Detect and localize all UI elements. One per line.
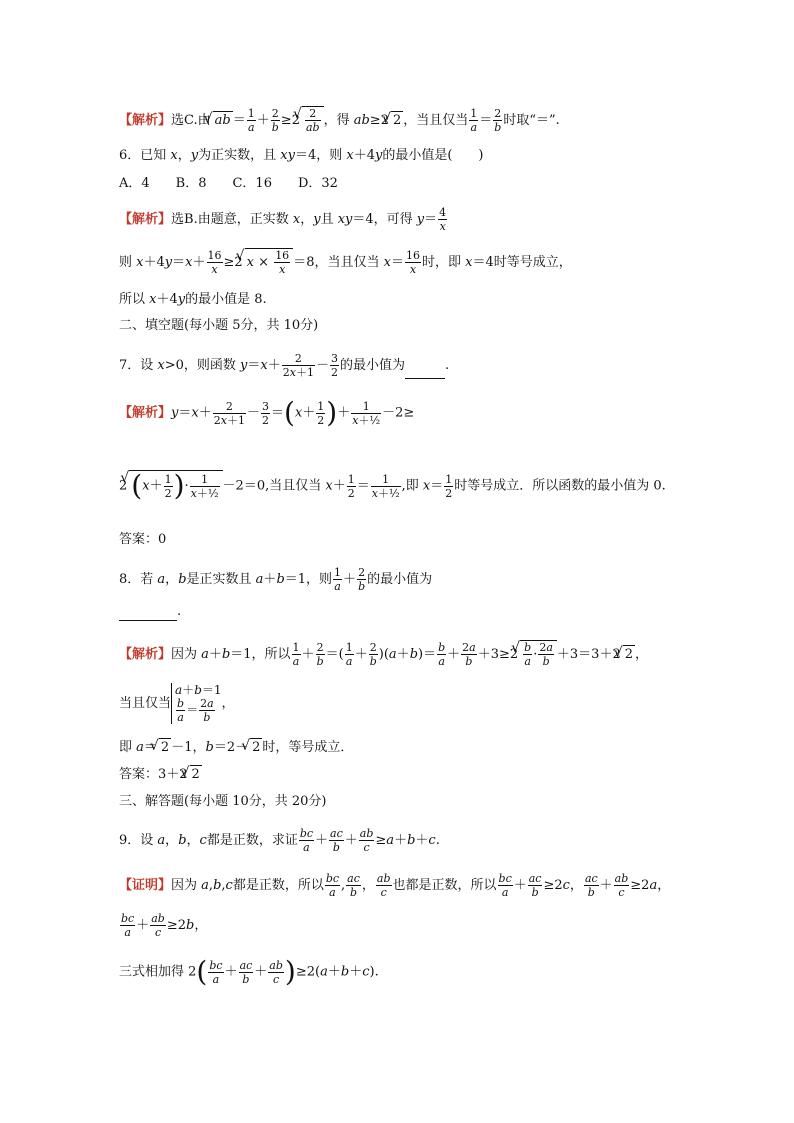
question-9: 9．设 a，b，c都是正数，求证 $\frac{bc}{a}$ ＋ $\frac{ac}{b}$ ＋ $\frac{ab}{c}$ ≥a＋b＋c. (119, 827, 440, 854)
question-8-blank: . (119, 603, 181, 621)
system-brace: a＋b＝1 $\frac{b}{a}$ ＝ $\frac{2a}{b}$ (171, 683, 222, 724)
section-2-title: 二、填空题(每小题 5分，共 10分) (119, 318, 319, 333)
solution-7-a: 【解析】y＝x＋ $\frac{2}{2x+1}$ － $\frac{3}{2}$ ＝(x＋ $\frac{1}{2}$ )＋ $\frac{1}{\text{x＋½}}$ －2≥ (119, 396, 415, 429)
solution-8-a: 【解析】因为 a＋b＝1，所以 $\frac{1}{a}$ ＋ $\frac{2}{b}$ ＝( $\frac{1}{a}$ ＋ $\frac{2}{b}$ )(a＋b)＝ $\frac{b}{a}$ ＋ $\frac{2a}{b}$ ＋3≥2 √ $\frac{b}{a}$ · $\frac{2a}{b}$ ＋3＝3＋2√ 2 ， (119, 640, 648, 668)
answer-blank (119, 608, 177, 621)
solution-6-c: 所以 x＋4y的最小值是 8. (119, 292, 267, 307)
solution-6-b: 则 x＋4y＝x＋ $\frac{16}{x}$ ≥2√ x × $\frac{16}{x}$ ＝8，当且仅当 x＝ $\frac{16}{x}$ 时，即 x＝4时等号成立， (119, 248, 572, 276)
solution-6-a: 【解析】选B.由题意，正实数 x，y且 xy＝4，可得 y＝ $\frac{4}{x}$ (119, 206, 447, 233)
question-7: 7．设 x>0，则函数 y＝x＋ $\frac{2}{2x+1}$ － $\frac{3}{2}$ 的最小值为 . (119, 352, 450, 379)
solution-tag: 【解析】 (119, 113, 172, 128)
answer-blank (405, 366, 445, 379)
proof-9-b: $\frac{bc}{a}$ ＋ $\frac{ab}{c}$ ≥2b， (121, 912, 208, 939)
answer-8: 答案：3＋2√ 2 (119, 765, 202, 784)
proof-9-a: 【证明】因为 a,b,c都是正数，所以 $\frac{bc}{a}$ , $\frac{ac}{b}$ ， $\frac{ab}{c}$ 也都是正数，所以 $\frac{bc}{a}$ ＋ $\frac{ac}{b}$ ≥2c， $\frac{ac}{b}$ ＋ $\frac{ab}{c}$ ≥2a， (119, 872, 671, 899)
question-6-options: A．4 B．8 C．16 D．32 (119, 176, 338, 191)
proof-9-c: 三式相加得 2( $\frac{bc}{a}$ ＋ $\frac{ac}{b}$ ＋ $\frac{ab}{c}$ )≥2(a＋b＋c). (119, 955, 379, 988)
question-6: 6．已知 x，y为正实数，且 xy＝4，则 x＋4y的最小值是( ) (119, 148, 484, 163)
answer-7: 答案：0 (119, 532, 167, 547)
solution-8-b: 当且仅当a＋b＝1 $\frac{b}{a}$ ＝ $\frac{2a}{b}$ ， (119, 683, 235, 724)
solution-7-b: 2√ (x＋ $\frac{1}{2}$ )· $\frac{1}{\text{x＋½}}$ －2＝0,当且仅当 x＋ $\frac{1}{2}$ ＝ $\frac{1}{\text{x＋½}}$ ,即 x＝ $\frac{1}{2}$ 时等号成立．所以函数的最小值为 0. (119, 470, 666, 501)
solution-5: 【解析】选C.由√ ab ＝ $\frac{1}{a}$ ＋ $\frac{2}{b}$ ≥2 √ $\frac{2}{ab}$ ，得 ab≥2√ 2 ，当且仅当 $\frac{1}{a}$ ＝ $\frac{2}{b}$ 时取“＝”. (119, 106, 560, 134)
question-8: 8．若 a，b是正实数且 a＋b＝1，则 $\frac{1}{a}$ ＋ $\frac{2}{b}$ 的最小值为 (119, 566, 433, 593)
section-3-title: 三、解答题(每小题 10分，共 20分) (119, 794, 327, 809)
solution-8-c: 即 a＝√ 2 －1，b＝2－√ 2 时，等号成立． (119, 738, 353, 757)
